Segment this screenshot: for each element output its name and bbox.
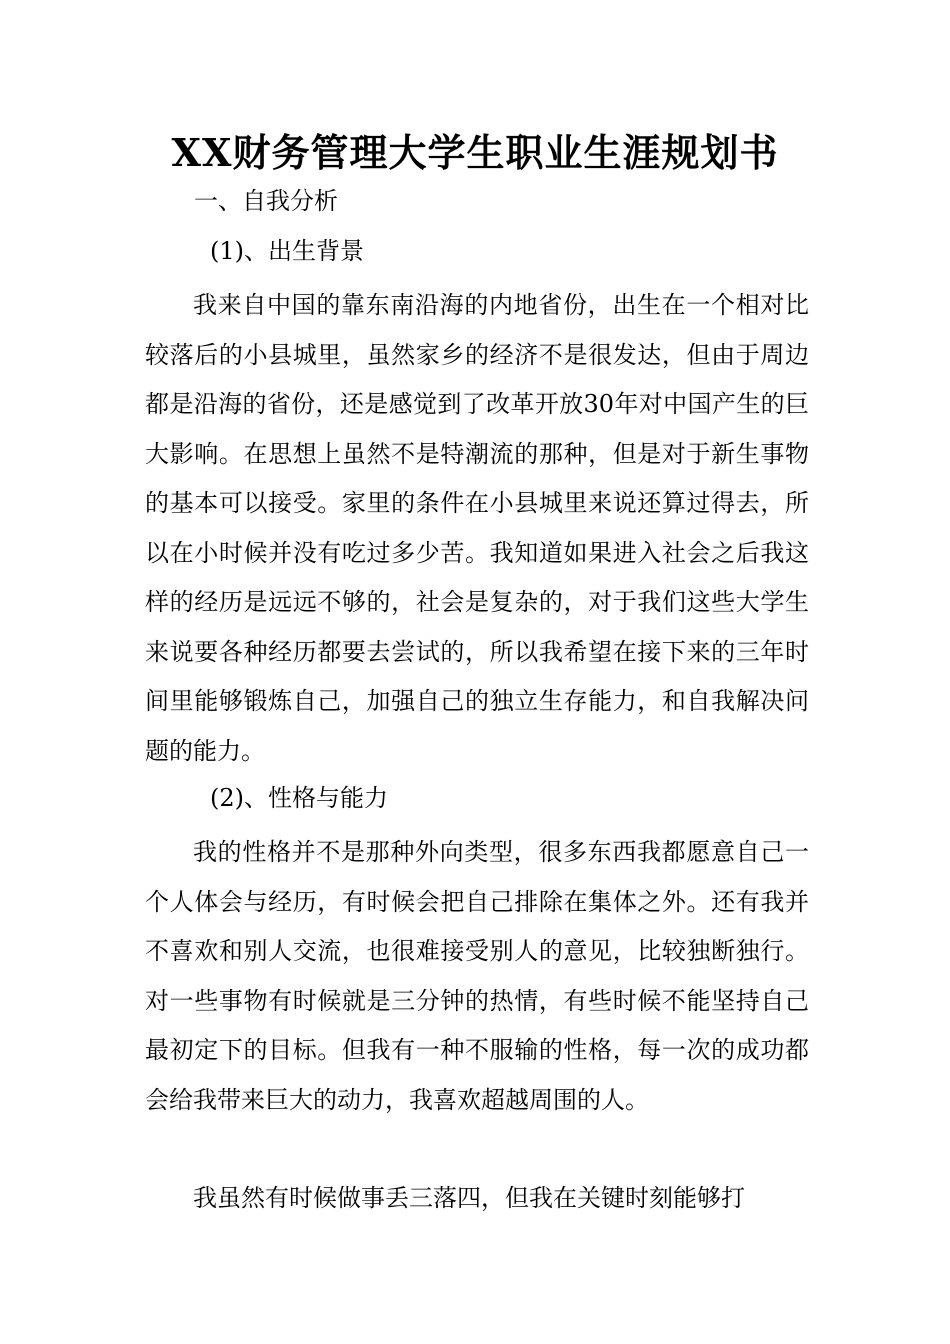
paragraph-background: 我来自中国的靠东南沿海的内地省份，出生在一个相对比较落后的小县城里，虽然家乡的经济不是很发达，但由于周边都是沿海的省份，还是感觉到了改革开放30年对中国产生的巨大影响。在思想上虽然不是特潮流的那种，但是对于新生事物的基本可以接受。家里的条件在小县城里来说还算过得去，所以在小时候并没有吃过多少苦。我知道如果进入社会之后我这样的经历是远远不够的，社会是复杂的，对于我们这些大学生来说要各种经历都要去尝试的，所以我希望在接下来的三年时间里能够锻炼自己，加强自己的独立生存能力，和自我解决问题的能力。 xyxy=(145,291,809,765)
subsection-heading-background: (1)、出生背景 xyxy=(210,237,364,265)
paragraph-personality: 我的性格并不是那种外向类型，很多东西我都愿意自己一个人体会与经历，有时候会把自己排除在集体之外。还有我并不喜欢和别人交流，也很难接受别人的意见，比较独断独行。对一些事物有时候就是三分钟的热情，有些时候不能坚持自己最初定下的目标。但我有一种不服输的性格，每一次的成功都会给我带来巨大的动力，我喜欢超越周围的人。 xyxy=(145,838,809,1114)
document-title: XX财务管理大学生职业生涯规划书 xyxy=(171,130,779,175)
section-heading-self-analysis: 一、自我分析 xyxy=(194,187,338,215)
paragraph-continuation: 我虽然有时候做事丢三落四，但我在关键时刻能够打 xyxy=(193,1184,745,1212)
subsection-heading-personality: (2)、性格与能力 xyxy=(210,784,388,812)
